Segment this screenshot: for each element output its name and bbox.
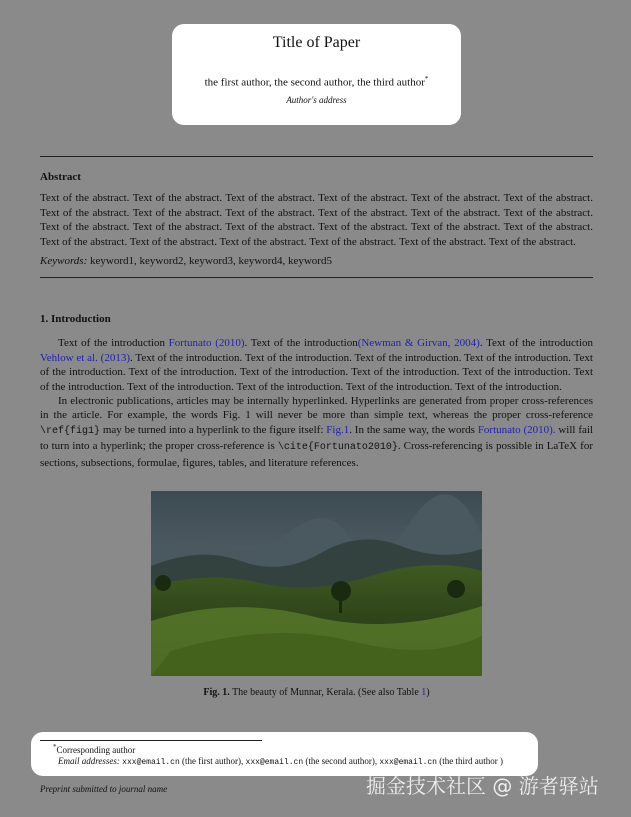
figure-link[interactable]: Fig.1	[326, 423, 350, 436]
code-cite: \cite{Fortunato2010}	[277, 442, 398, 454]
citation-year: (2010)	[215, 337, 245, 350]
text-run: may be turned into a hyperlink to the figure itself:	[100, 423, 327, 436]
abstract-bottom-rule	[40, 277, 593, 278]
email-first[interactable]: xxx@email.cn	[122, 758, 180, 767]
introduction-heading: 1. Introduction	[40, 313, 111, 325]
intro-paragraph-2	[40, 394, 593, 470]
preprint-notice: Preprint submitted to journal name	[40, 784, 168, 794]
watermark: 掘金技术社区 @ 游者驿站	[366, 774, 599, 798]
email-owner: (the third author )	[436, 756, 503, 766]
abstract-section	[40, 170, 593, 268]
landscape-illustration	[151, 491, 482, 676]
corresponding-label: Corresponding author	[56, 745, 136, 755]
text-run: . Text of the introduction	[479, 337, 594, 350]
email-addresses	[58, 756, 503, 767]
keywords-label: Keywords:	[40, 255, 88, 268]
text-run: . In the same way, the words	[349, 423, 478, 436]
corresponding-author-note	[53, 743, 135, 755]
code-ref: \ref{fig1}	[40, 425, 101, 437]
footnote-rule	[40, 740, 262, 741]
abstract-heading: Abstract	[40, 171, 81, 183]
citation-vehlow[interactable]	[40, 352, 130, 364]
text-run: In electronic publications, articles may be internally hyperlinked. Hyperlinks are generated from proper cross-references in the article. For example, the words Fig. 1 will never be more than simple text, whereas the proper cross-reference	[40, 395, 593, 422]
email-third[interactable]: xxx@email.cn	[379, 758, 437, 767]
citation-author: Vehlow et al.	[40, 351, 98, 364]
intro-paragraph-1	[40, 336, 593, 394]
text-run: Text of the introduction	[58, 337, 169, 350]
keywords-list: keyword1, keyword2, keyword3, keyword4, keyword5	[90, 255, 332, 268]
figure-caption-end: )	[426, 687, 430, 698]
figure-label: Fig. 1.	[203, 687, 230, 698]
citation-year: (2013)	[100, 351, 130, 364]
email-owner: (the first author),	[179, 756, 246, 766]
text-run: . Text of the introduction	[244, 337, 358, 350]
figure-munnar-photo	[151, 491, 482, 676]
citation-author: Fortunato	[168, 337, 212, 350]
email-owner: (the second author),	[303, 756, 380, 766]
footnote-mark: *	[53, 743, 57, 751]
author-line	[172, 75, 461, 89]
text-run: . Cross-referencing is possible in LaTeX for sections, subsections, formulae, figures, tables, and literature references.	[40, 440, 593, 469]
author-footnote-mark: *	[424, 75, 429, 83]
author-names: the first author, the second author, the third author	[204, 76, 425, 89]
figure-caption-text: The beauty of Munnar, Kerala. (See also Table	[229, 687, 422, 698]
text-run: . Text of the introduction. Text of the introduction. Text of the introduction. Text of the introduction. Text of the introduction. Text of the introduction. Text of the introduction. Text of the introduction. Text of the introduction. Text of the introduction. Text of the introduction. Text of the introduction. Text of the introduction. Text of the introduction.	[40, 351, 593, 393]
email-label: Email addresses:	[58, 756, 120, 766]
keywords-line	[40, 254, 593, 268]
title-card	[172, 24, 461, 125]
introduction-section	[40, 312, 593, 470]
table-link[interactable]: 1	[421, 687, 427, 698]
author-address: Author's address	[286, 95, 347, 105]
citation-fortunato[interactable]	[169, 337, 245, 349]
figure-caption	[40, 687, 593, 698]
text-run: will fail to turn into a hyperlink; the proper cross-reference is	[40, 423, 593, 453]
paper-title: Title of Paper	[272, 34, 361, 51]
citation-fortunato-2[interactable]: Fortunato (2010).	[477, 423, 556, 436]
abstract-top-rule	[40, 156, 593, 157]
email-second[interactable]: xxx@email.cn	[245, 758, 304, 767]
citation-newman-girvan[interactable]: (Newman & Girvan, 2004)	[357, 337, 480, 350]
abstract-body: Text of the abstract. Text of the abstract. Text of the abstract. Text of the abstract. Text of the abstract. Text of the abstract. Text of the abstract. Text of the abstract. Text of the abstract. Text of the abstract. Text of the abstract. Text of the abstract. Text of the abstract. Text of the abstract. Text of the abstract. Text of the abstract. Text of the abstract. Text of the abstract. Text of the abstract. Text of the abstract. Text of the abstract. Text of the abstract. Text of the abstract. Text of the abstract.	[40, 192, 593, 248]
